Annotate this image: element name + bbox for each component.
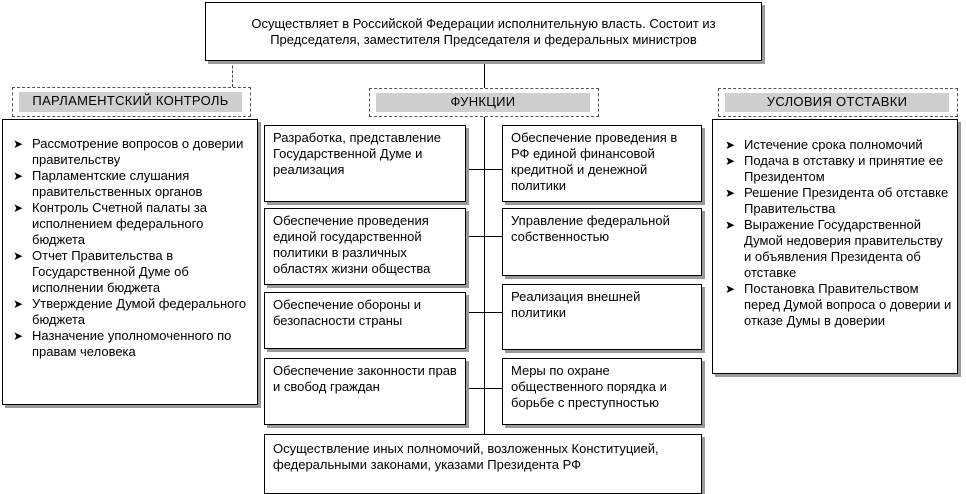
top-to-left-dashed-connector (232, 61, 233, 87)
connector-row-2 (466, 236, 502, 237)
list-item: ➤ Выражение Государственной Думой недоверия правительству и объявления Президента об отставке (725, 217, 943, 280)
list-item: ➤ Решение Президента об отставке Правительства (725, 185, 949, 216)
arrowhead-bullet-icon: ➤ (725, 138, 736, 152)
government-definition-text: Осуществляет в Российской Федерации исполнительную власть. Состоит из Председателя, заместителя Председателя и федеральных министров (251, 16, 716, 47)
top-to-functions-connector (484, 61, 485, 88)
list-item: ➤ Отчет Правительства в Государственной Думе об исполнении бюджета (13, 248, 189, 295)
list-item: ➤ Постановка Правительством перед Думой вопроса о доверии и отказе Думы в доверии (725, 281, 952, 328)
list-item: ➤ Истечение срока полномочий (725, 137, 923, 152)
list-item: ➤ Подача в отставку и принятие ее Президентом (725, 153, 944, 184)
list-item: ➤ Назначение уполномоченного по правам человека (13, 328, 232, 359)
arrowhead-bullet-icon: ➤ (725, 282, 736, 296)
arrowhead-bullet-icon: ➤ (13, 297, 24, 311)
resignation-conditions-list (721, 137, 953, 329)
parliamentary-control-header (12, 87, 251, 117)
arrowhead-bullet-icon: ➤ (13, 137, 24, 151)
resignation-conditions-header-label: УСЛОВИЯ ОТСТАВКИ (725, 93, 949, 112)
arrowhead-bullet-icon: ➤ (13, 201, 24, 215)
arrowhead-bullet-icon: ➤ (725, 154, 736, 168)
list-item: ➤ Парламентские слушания правительственных органов (13, 168, 203, 199)
connector-row-3 (466, 312, 502, 313)
arrowhead-bullet-icon: ➤ (725, 186, 736, 200)
parliamentary-control-header-label: ПАРЛАМЕНТСКИЙ КОНТРОЛЬ (19, 92, 242, 112)
arrowhead-bullet-icon: ➤ (13, 249, 24, 263)
connector-row-1 (466, 169, 502, 170)
function-box-right-2: Управление федеральной собственностью (502, 208, 702, 276)
functions-header (369, 88, 599, 117)
arrowhead-bullet-icon: ➤ (13, 329, 24, 343)
parliamentary-control-list (9, 136, 251, 360)
resignation-conditions-header (718, 88, 958, 117)
function-box-left-3: Обеспечение обороны и безопасности страны (264, 292, 466, 349)
parliamentary-control-panel (2, 119, 258, 405)
list-item: ➤ Рассмотрение вопросов о доверии правительству (13, 136, 244, 167)
function-box-right-1: Обеспечение проведения в РФ единой финансовой кредитной и денежной политики (502, 125, 702, 202)
arrowhead-bullet-icon: ➤ (725, 218, 736, 232)
function-box-left-1: Разработка, представление Государственной Думе и реализация (264, 125, 466, 202)
function-box-left-4: Обеспечение законности прав и свобод граждан (264, 358, 466, 425)
arrowhead-bullet-icon: ➤ (13, 169, 24, 183)
list-item: ➤ Утверждение Думой федерального бюджета (13, 296, 247, 327)
list-item: ➤ Контроль Счетной палаты за исполнением федерального бюджета (13, 200, 208, 247)
functions-header-label: ФУНКЦИИ (376, 93, 590, 112)
government-definition-box (205, 2, 762, 61)
resignation-conditions-panel (712, 119, 958, 374)
connector-row-4 (466, 388, 502, 389)
function-box-right-3: Реализация внешней политики (502, 284, 702, 350)
function-box-left-2: Обеспечение проведения единой государственной политики в различных областях жизни общества (264, 208, 466, 285)
function-box-right-4: Меры по охране общественного порядка и борьбе с преступностью (502, 358, 702, 425)
other-powers-box: Осуществление иных полномочий, возложенных Конституцией, федеральными законами, указами Президента РФ (264, 434, 702, 494)
